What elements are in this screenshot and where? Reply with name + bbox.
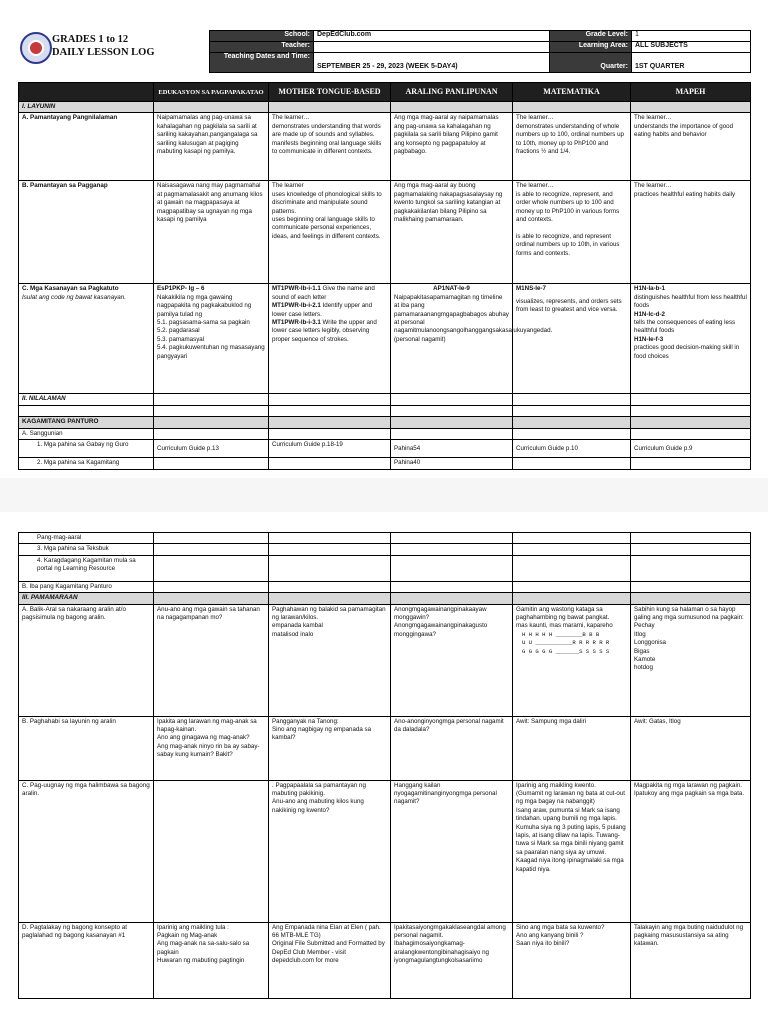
teacher-value [314, 42, 550, 53]
cell-kasanayan-mtb [269, 284, 391, 394]
school-label: School: [210, 31, 314, 42]
row-label-iba-pang-kagamitan: B. Iba pang Kagamitang Panturo [19, 581, 154, 592]
cell-balik-aral-math [513, 604, 631, 716]
cell-pagganap-mapeh: The learner… practices healthful eating habits daily [631, 181, 751, 284]
row-label-gabay: 1. Mga pahina sa Gabay ng Guro [19, 440, 154, 458]
math-code: M1NS-Ie-7 [516, 285, 546, 293]
blank-header-cell [19, 83, 154, 102]
cell-pag-uugnay-math: Iparinig ang maikling kwento. (Gumamit ng larawan ng bata at cut-out ng mga bagay na nabanggit) Isang araw, pumunta si Mark sa isang tindahan. upang bumili ng mga lapis. Kumuha siya ng 3 puting lapis, 5 pulang lapis, at isang dilaw na lapis. Tuwang-tuwa si Mark sa mga binili niyang gamit sa paaralan nang siya ay umuwi. Kaagad niya itong ipinagmalaki sa mga kapatid niya. [513, 780, 631, 922]
cell-pagtalakay-math: Sino ang mga bata sa kuwento? Ano ang kanyang binili ? Saan niya ito binili? [513, 922, 631, 998]
cell-pagganap-mtb: The learner uses knowledge of phonological skills to discriminate and manipulate sound patterns. uses beginning oral language skills to communicate personal experiences, ideas, and feelings in different contexts. [269, 181, 391, 284]
school-value: DepEdClub.com [314, 31, 550, 42]
cell-paghahabi-ap: Ano-anonginyongmga personal nagamit da daladala? [391, 716, 513, 780]
cell-pagtalakay-mapeh: Talakayin ang mga buting naidudulot ng pagkaing masusustansiya sa ating katawan. [631, 922, 751, 998]
esp-competency: Nakakikila ng mga gawaing nagpapakita ng pagkakabuklod ng pamilya tulad ng 5.1. pagsasama-sama sa pagkain 5.2. pagdarasal 5.3. pamamasyal 5.4. pagkukuwentuhan ng masasayang pangyayari [157, 293, 265, 360]
mt-code-3: MT1PWR-Ib-i-3.1 [272, 319, 321, 327]
grade-value: 1 [632, 31, 751, 42]
teacher-label: Teacher: [210, 42, 314, 53]
dates-label: Teaching Dates and Time: [210, 53, 314, 73]
page-2 [0, 512, 768, 1024]
cell-pag-uugnay-ap: Hanggang kailan nyogagamitinanginyongmga personal nagamit? [391, 780, 513, 922]
cell-pag-uugnay-esp [154, 780, 269, 922]
col-header-ap: ARALING PANLIPUNAN [391, 83, 513, 102]
math-set-3: G G G G G _______S S S S S [522, 647, 610, 655]
col-header-math: MATEMATIKA [513, 83, 631, 102]
cell-balik-aral-mtb: Paghahawan ng balakid sa pamamagitan ng larawan/kilos. empanada kambal matalisod inalo [269, 604, 391, 716]
cell-gabay-mapeh: Curriculum Guide p.9 [631, 440, 751, 458]
cell-pagtalakay-ap: Ipakitasaiyongmgakaklaseangdal among personal nagamit. Ibahagimosaiyongkamag-aralangkwentongibinahagisaiyo ng iyongmagulangtungkolsasariimo [391, 922, 513, 998]
cell-pangnilalaman-mapeh: The learner… understands the importance of good eating habits and behavior [631, 113, 751, 181]
deped-seal-icon [20, 32, 52, 64]
lesson-log-table-page-2 [18, 532, 751, 999]
row-label-sanggunian: A. Sanggunian [19, 428, 154, 439]
cell-balik-aral-ap: Anongmgagawainangpinakaayaw monggawin? Anongmgagawainangpinakagusto monggingawa? [391, 604, 513, 716]
row-label-kasanayan [19, 284, 154, 394]
cell-kagamitang-esp [154, 458, 269, 469]
document-title [52, 33, 155, 59]
cell-pangnilalaman-esp: Naipamamalas ang pag-unawa sa kahalagahan ng pagkilala sa sarili at sariling kakayahan,pangangalaga sa sariling kalusugan at pagiging mabuting kasapi ng pamilya. [154, 113, 269, 181]
section-pamamaraan: III. PAMAMARAAN [19, 593, 154, 604]
ap-competency: Naipapakitasapamamagitan ng timeline at iba pang pamamaraanangmgapagbabagos abuhay at personal nagamitmulanoongsangolhanggangsakasalukuyangedad. (personal nagamit) [394, 293, 553, 343]
cell-gabay-math: Curriculum Guide p.10 [513, 440, 631, 458]
cell-balik-aral-esp: Anu-ano ang mga gawain sa tahanan na nagagampanan mo? [154, 604, 269, 716]
cell-paghahabi-mapeh: Awit: Gatas, Itlog [631, 716, 751, 780]
dates-value: SEPTEMBER 25 - 29, 2023 (WEEK 5-DAY4) [314, 53, 550, 73]
cell-pagtalakay-esp: Iparinig ang maikling tula : Pagkain ng Mag-anak Ang mag-anak na sa-salu-salo sa pagkain Huwaran ng mabuting pagtingin [154, 922, 269, 998]
row-label-pang-mag-aaral: Pang-mag-aaral [19, 533, 154, 544]
mt-code-2: MT1PWR-Ib-i-2.1 [272, 302, 321, 310]
cell-pagganap-math: The learner… is able to recognize, represent, and order whole numbers up to 100 and money up to PhP100 in various forms and contexts. is able to recognize, and represent ordinal numbers up to 10th, in various forms and contexts. [513, 181, 631, 284]
cell-kasanayan-math [513, 284, 631, 394]
page-1 [0, 0, 768, 478]
row-label-pagtalakay: D. Pagtalakay ng bagong konsepto at paglalahad ng bagong kasanayan #1 [19, 922, 154, 998]
row-label-pagganap: B. Pamantayan sa Pagganap [19, 181, 154, 284]
area-label: Learning Area: [550, 42, 632, 53]
cell-paghahabi-esp: Ipakita ang larawan ng mag-anak sa hapag-kainan. Ano ang ginagawa ng mag-anak? Ang mag-anak ninyo rin ba ay sabay-sabay kung kumain? Bakit? [154, 716, 269, 780]
mapeh-text-3: practices good decision-making skill in food choices [634, 344, 740, 360]
grade-label: Grade Level: [550, 31, 632, 42]
cell-paghahabi-mtb: Pangganyak na Tanong: Sino ang nagbigay ng empanada sa kambal? [269, 716, 391, 780]
section-layunin: I. LAYUNIN [19, 102, 154, 113]
row-label-balik-aral: A. Balik-Aral sa nakaraang aralin at/o pagsisimula ng bagong aralin. [19, 604, 154, 716]
row-label-paghahabi: B. Paghahabi sa layunin ng aralin [19, 716, 154, 780]
cell-kasanayan-esp [154, 284, 269, 394]
kasanayan-sublabel: Isulat ang code ng bawat kasanayan. [22, 293, 126, 301]
mapeh-code-3: H1N-Ie-f-3 [634, 335, 664, 343]
lesson-log-table-page-1 [18, 82, 751, 470]
cell-pangnilalaman-ap: Ang mga mag-aaral ay naipamamalas ang pag-unawa sa kahalagahan ng pagkilala sa sarili bilang Pilipino gamit ang konsepto ng pagpapatuloy at pagbabago. [391, 113, 513, 181]
row-label-kagamitang: 2. Mga pahina sa Kagamitang [19, 458, 154, 469]
cell-kagamitang-math [513, 458, 631, 469]
mapeh-code-2: H1N-Ic-d-2 [634, 310, 665, 318]
col-header-mapeh: MAPEH [631, 83, 751, 102]
quarter-value: 1ST QUARTER [632, 53, 751, 73]
col-header-esp: EDUKASYON SA PAGPAPAKATAO [154, 83, 269, 102]
mt-code-1: MT1PWR-Ib-i-1.1 [272, 285, 321, 293]
row-label-pangnilalaman: A. Pamantayang Pangnilalaman [19, 113, 154, 181]
cell-pagtalakay-mtb: Ang Empanada nina Elan at Elen ( pah. 66 MTB-MLE TG) Original File Submitted and Formatted by DepEd Club Member - visit depedclub.com for more [269, 922, 391, 998]
cell-pagganap-esp: Naisasagawa nang may pagmamahal at pagmamalasakit ang anumang kilos at gawain na magpapasaya at magpapatibay sa ugnayan ng mga kasapi ng pamilya [154, 181, 269, 284]
cell-pag-uugnay-mapeh: Magpakita ng mga larawan ng pagkain. Ipatukoy ang mga pagkain sa mga bata. [631, 780, 751, 922]
cell-gabay-mtb: Curriculum Guide p.18-19 [269, 440, 391, 458]
section-kagamitang-panturo: KAGAMITANG PANTURO [19, 417, 154, 428]
cell-pag-uugnay-mtb: . Pagpapaalala sa pamantayan ng mabuting pakikinig. Anu-ano ang mabuting kilos kung nakikinig ng kwento? [269, 780, 391, 922]
cell-kagamitang-mtb [269, 458, 391, 469]
ap-code: AP1NAT-Ie-9 [433, 285, 470, 293]
cell-pagganap-ap: Ang mga mag-aaral ay buong pagmamalaking nakapagsasalaysay ng kwento tungkol sa sariling katangian at pagkakakilanlan bilang Pilipino sa malikhaing pamamaraan. [391, 181, 513, 284]
cell-pangnilalaman-mtb: The learner… demonstrates understanding that words are made up of sounds and syllables. manifests beginning oral language skills to communicate in different contexts. [269, 113, 391, 181]
mt-text-1: Give the name and sound of each letter [272, 285, 375, 301]
cell-kagamitang-ap: Pahina40 [391, 458, 513, 469]
mt-text-3: Write the upper and lower case letters legibly, observing proper sequence of strokes. [272, 319, 377, 343]
cell-pangnilalaman-math: The learner… demonstrates understanding of whole numbers up to 100, ordinal numbers up to 10th, money up to PhP100 and fractions ½ and 1/4. [513, 113, 631, 181]
cell-gabay-ap: Pahina54 [391, 440, 513, 458]
mapeh-text-1: distinguishes healthful from less healthful foods [634, 293, 747, 310]
cell-gabay-esp: Curriculum Guide p.13 [154, 440, 269, 458]
kasanayan-label: C. Mga Kasanayan sa Pagkatuto [22, 285, 119, 293]
cell-kasanayan-mapeh [631, 284, 751, 394]
quarter-label: Quarter: [550, 53, 632, 73]
col-header-mtb: MOTHER TONGUE-BASED [269, 83, 391, 102]
row-label-karagdagang: 4. Karagdagang Kagamitan mula sa portal ng Learning Resource [19, 555, 154, 581]
math-competency: visualizes, represents, and orders sets from least to greatest and vice versa. [516, 297, 622, 314]
row-label-pag-uugnay: C. Pag-uugnay ng mga halimbawa sa bagong aralin. [19, 780, 154, 922]
cell-paghahabi-math: Awit: Sampung mga daliri [513, 716, 631, 780]
area-value: ALL SUBJECTS [632, 42, 751, 53]
section-nilalaman: II. NILALAMAN [19, 394, 154, 406]
title-line-1: GRADES 1 to 12 [52, 34, 129, 45]
cell-kagamitang-mapeh [631, 458, 751, 469]
title-line-2: DAILY LESSON LOG [52, 47, 155, 58]
header-info-table [209, 30, 751, 73]
esp-code: EsP1PKP- Ig – 6 [157, 285, 205, 293]
row-label-teksbuk: 3. Mga pahina sa Teksbuk [19, 544, 154, 555]
mapeh-code-1: H1N-Ia-b-1 [634, 285, 665, 293]
math-set-2: U U ___________R R R R R R [522, 639, 610, 647]
cell-balik-aral-mapeh: Sabihin kung sa halaman o sa hayop galing ang mga sumusunod na pagkain: Pechay Itlog Longgonisa Bigas Kamote hotdog [631, 604, 751, 716]
mapeh-text-2: tells the consequences of eating less healthful foods [634, 319, 736, 335]
math-balik-aral-text: Gamitin ang wastong kataga sa paghahambing ng bawat pangkat. mas kaunti, mas marami, kapareho [516, 605, 613, 630]
math-set-1: H H H H H ________B B B [522, 630, 600, 638]
mt-text-2: Identify upper and lower case letters. [272, 302, 373, 318]
